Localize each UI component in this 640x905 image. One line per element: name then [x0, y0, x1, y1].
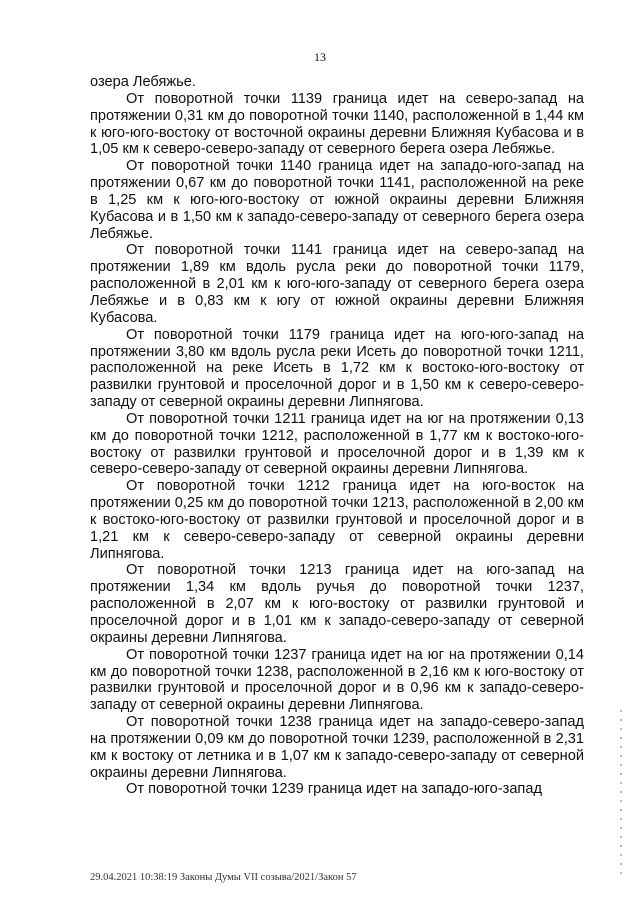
paragraph: От поворотной точки 1238 граница идет на западо-северо-запад на протяжении 0,09 км до поворотной точки 1239, расположенной в 2,31 км к востоку от летника и в 1,07 км к западо-северо-западу от северной окраины деревни Липнягова. — [90, 714, 584, 781]
paragraph: От поворотной точки 1213 граница идет на юго-запад на протяжении 1,34 км вдоль ручья до поворотной точки 1237, расположенной в 2,07 км к юго-востоку от развилки грунтовой и проселочной дорог и в 1,01 км к западо-северо-западу от северной окраины деревни Липнягова. — [90, 562, 584, 646]
document-body — [90, 74, 584, 798]
document-footer: 29.04.2021 10:38:19 Законы Думы VII созыва/2021/Закон 57 — [90, 872, 357, 883]
paragraph: От поворотной точки 1179 граница идет на юго-юго-запад на протяжении 3,80 км вдоль русла реки Исеть до поворотной точки 1211, расположенной на реке Исеть в 1,72 км к востоко-юго-востоку от развилки грунтовой и проселочной дорог и в 1,50 км к северо-северо-западу от северной окраины деревни Липнягова. — [90, 326, 584, 411]
paragraph: От поворотной точки 1237 граница идет на юг на протяжении 0,14 км до поворотной точки 1238, расположенной в 2,16 км к юго-востоку от развилки грунтовой и проселочной дорог и в 0,96 км к западо-северо-западу от северной окраины деревни Липнягова. — [90, 646, 584, 714]
paragraph: От поворотной точки 1141 граница идет на северо-запад на протяжении 1,89 км вдоль русла реки до поворотной точки 1179, расположенной в 2,01 км к юго-юго-западу от северного берега озера Лебяжье и в 0,83 км к югу от южной окраины деревни Ближняя Кубасова. — [90, 242, 584, 326]
paragraph: От поворотной точки 1140 граница идет на западо-юго-запад на протяжении 0,67 км до поворотной точки 1141, расположенной на реке в 1,25 км к юго-юго-востоку от южной окраины деревни Ближняя Кубасова и в 1,50 км к западо-северо-западу от северного берега озера Лебяжье. — [90, 158, 584, 242]
paragraph: От поворотной точки 1211 граница идет на юг на протяжении 0,13 км до поворотной точки 1212, расположенной в 1,77 км к востоко-юго-востоку от развилки грунтовой и проселочной дорог и в 1,39 км к северо-северо-западу от северной окраины деревни Липнягова. — [90, 410, 584, 478]
paragraph: От поворотной точки 1212 граница идет на юго-восток на протяжении 0,25 км до поворотной точки 1213, расположенной в 2,00 км к востоко-юго-востоку от развилки грунтовой и проселочной дорог и в 1,21 км к северо-северо-западу от северной окраины деревни Липнягова. — [90, 478, 584, 562]
paragraph-continuation: озера Лебяжье. — [90, 74, 196, 90]
page-number: 13 — [314, 50, 326, 64]
margin-marks — [620, 710, 622, 880]
paragraph-last: От поворотной точки 1239 граница идет на западо-юго-запад — [126, 781, 542, 798]
paragraph: От поворотной точки 1139 граница идет на северо-запад на протяжении 0,31 км до поворотной точки 1140, расположенной в 1,44 км к юго-юго-востоку от восточной окраины деревни Ближняя Кубасова и в 1,05 км к северо-северо-западу от северного берега озера Лебяжье. — [90, 90, 584, 158]
